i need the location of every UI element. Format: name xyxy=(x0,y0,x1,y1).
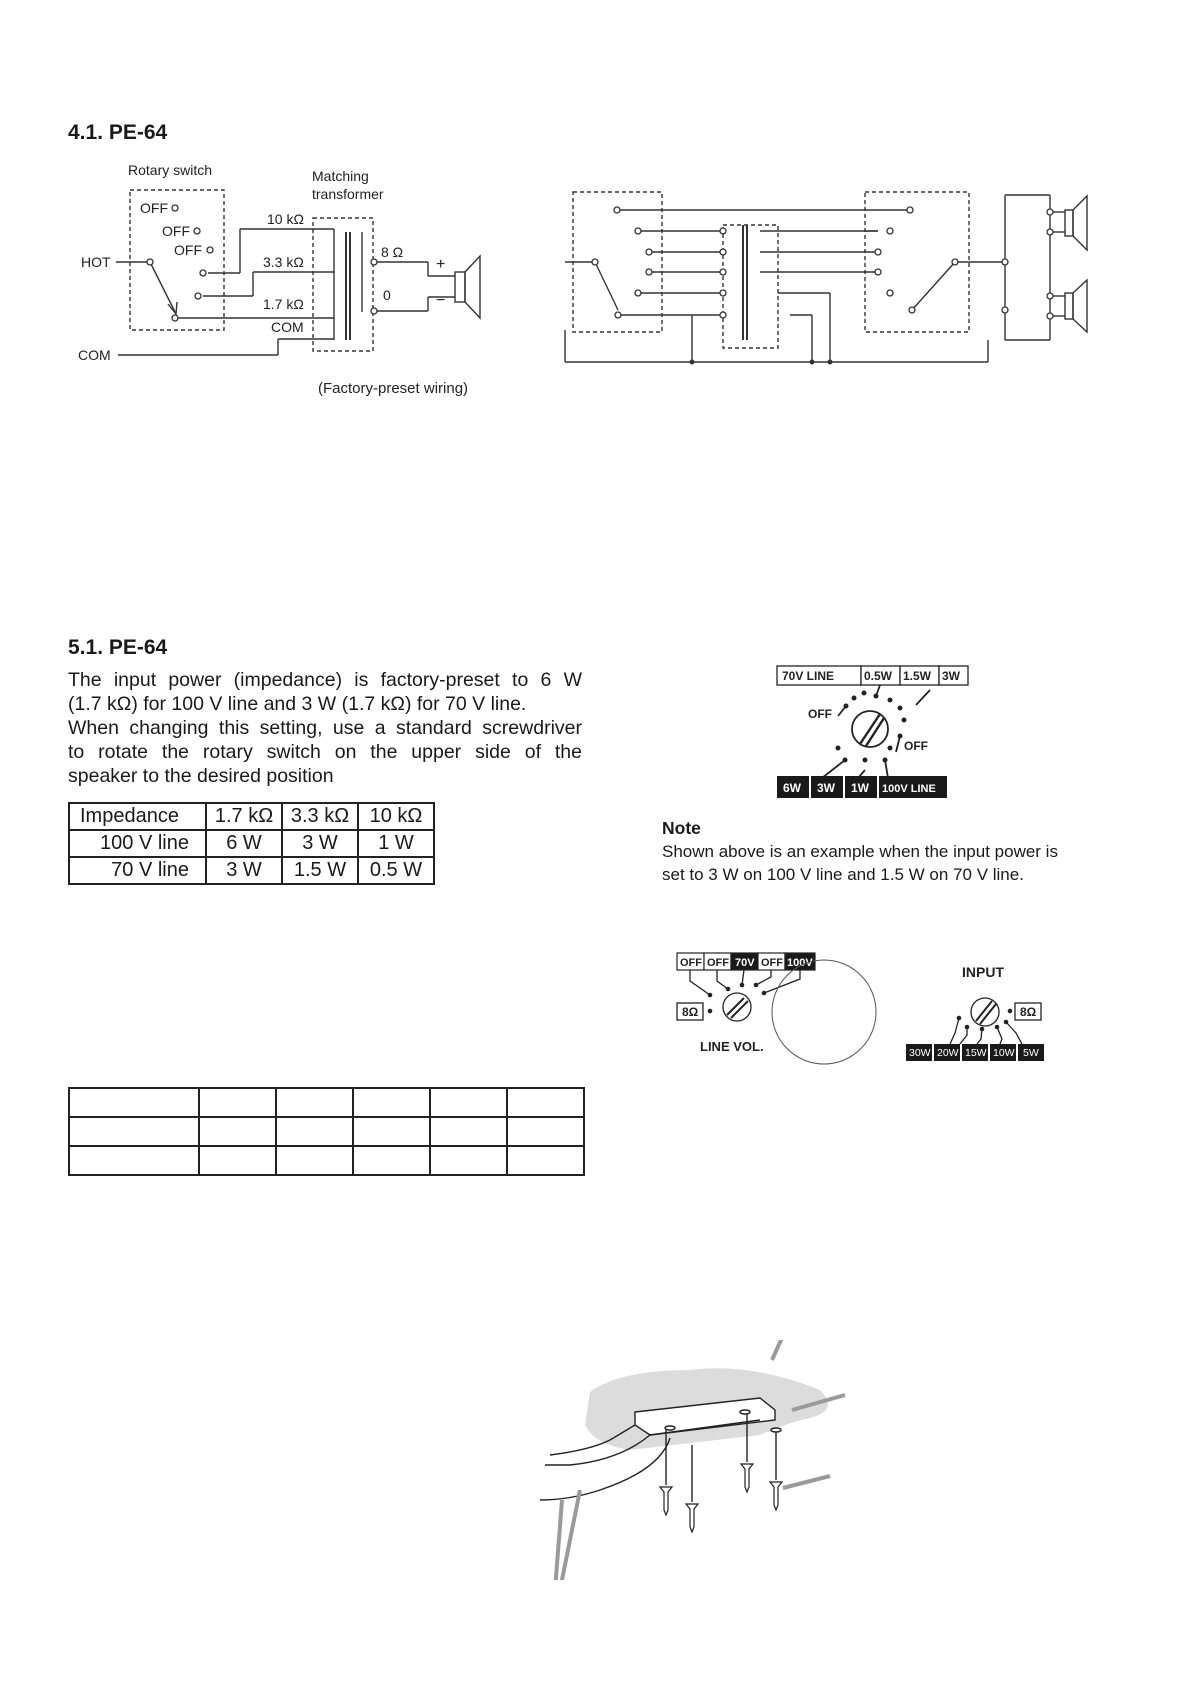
panel-top-label: OFF xyxy=(761,957,783,969)
table-cell xyxy=(507,1146,584,1175)
mounting-illustration xyxy=(540,1340,870,1580)
table-header-cell: 1.7 kΩ xyxy=(206,803,282,830)
tap-3k3-label: 3.3 kΩ xyxy=(263,254,304,270)
paragraph-line-2: (1.7 kΩ) for 100 V line and 3 W (1.7 kΩ) for 70 V line. xyxy=(68,693,527,715)
secondary-8ohm-label: 8 Ω xyxy=(381,244,404,260)
panel-bottom-label: 15W xyxy=(965,1047,987,1059)
speaker-minus: − xyxy=(436,292,446,309)
table-cell xyxy=(430,1146,507,1175)
table-row xyxy=(69,1088,584,1117)
table-cell xyxy=(507,1117,584,1146)
table-cell xyxy=(276,1117,353,1146)
panel-top-label: OFF xyxy=(680,957,702,969)
table-cell xyxy=(430,1117,507,1146)
panel-bottom-label: 30W xyxy=(909,1047,931,1059)
panel-bottom-label: 5W xyxy=(1023,1047,1039,1059)
panel-bottom-label: 20W xyxy=(937,1047,959,1059)
section-4-1-heading: 4.1. PE-64 xyxy=(68,121,168,144)
switch-top-label: 70V LINE xyxy=(782,669,835,683)
table-cell xyxy=(353,1146,430,1175)
paragraph-line-5: speaker to the desired position xyxy=(68,765,334,787)
panel-bottom-label: 10W xyxy=(993,1047,1015,1059)
switch-off-2: OFF xyxy=(162,223,190,239)
panel-top-label: 70V xyxy=(735,957,755,969)
paragraph-line-1: The input power (impedance) is factory-preset to 6 W xyxy=(68,669,582,691)
speaker-plus: + xyxy=(436,256,446,273)
multi-speaker-wiring xyxy=(565,192,1087,362)
rotary-switch-label: Rotary switch xyxy=(128,162,213,178)
secondary-0-label: 0 xyxy=(383,287,391,303)
table-cell xyxy=(353,1088,430,1117)
table-row xyxy=(69,1117,584,1146)
table-cell xyxy=(507,1088,584,1117)
table-cell xyxy=(276,1146,353,1175)
switch-bottom-label: 6W xyxy=(783,781,801,795)
table-cell: 6 W xyxy=(206,830,282,857)
switch-bottom-label: 1W xyxy=(851,781,869,795)
table-cell: 1.5 W xyxy=(282,857,358,884)
note-title: Note xyxy=(662,818,701,838)
paragraph-line-3: When changing this setting, use a standard screwdriver xyxy=(68,717,582,739)
transformer-label-line-2: transformer xyxy=(312,186,384,202)
switch-off-right: OFF xyxy=(904,739,928,753)
switch-off-3: OFF xyxy=(174,242,202,258)
table-cell xyxy=(199,1088,276,1117)
table-cell xyxy=(69,1117,199,1146)
factory-wiring-caption: (Factory-preset wiring) xyxy=(318,380,469,397)
table-cell: 0.5 W xyxy=(358,857,434,884)
table-cell xyxy=(353,1117,430,1146)
table-cell: 70 V line xyxy=(69,857,206,884)
panel-right-8ohm: 8Ω xyxy=(1020,1005,1037,1019)
tap-10k-label: 10 kΩ xyxy=(267,211,304,227)
transformer-label-line-1: Matching xyxy=(312,168,369,184)
panel-left-8ohm: 8Ω xyxy=(682,1005,699,1019)
line-vol-label: LINE VOL. xyxy=(700,1039,764,1054)
switch-top-label: 1.5W xyxy=(903,669,932,683)
input-power-paragraph xyxy=(68,668,582,788)
tap-com-label: COM xyxy=(271,319,304,335)
hot-label: HOT xyxy=(81,254,111,270)
switch-bottom-label: 100V LINE xyxy=(882,783,936,795)
table-header-cell: 10 kΩ xyxy=(358,803,434,830)
note-text xyxy=(662,840,1102,886)
table-row xyxy=(69,857,434,884)
input-label: INPUT xyxy=(962,964,1004,980)
tap-1k7-label: 1.7 kΩ xyxy=(263,296,304,312)
note-line-2: set to 3 W on 100 V line and 1.5 W on 70 V line. xyxy=(662,865,1024,884)
table-cell xyxy=(430,1088,507,1117)
table-cell xyxy=(199,1146,276,1175)
table-cell xyxy=(69,1088,199,1117)
switch-top-label: 3W xyxy=(942,669,960,683)
table-cell: 1 W xyxy=(358,830,434,857)
table-cell xyxy=(199,1117,276,1146)
panel-top-label: 100V xyxy=(787,957,813,969)
table-row xyxy=(69,830,434,857)
switch-off-left: OFF xyxy=(808,707,832,721)
impedance-table xyxy=(68,802,435,885)
section-5-1-heading: 5.1. PE-64 xyxy=(68,636,168,659)
note-line-1: Shown above is an example when the input power is xyxy=(662,842,1058,861)
switch-top-label: 0.5W xyxy=(864,669,893,683)
table-header-cell: 3.3 kΩ xyxy=(282,803,358,830)
panel-top-label: OFF xyxy=(707,957,729,969)
panel-switch-figure xyxy=(670,945,1070,1065)
table-header-row xyxy=(69,803,434,830)
table-cell: 100 V line xyxy=(69,830,206,857)
switch-off-1: OFF xyxy=(140,200,168,216)
paragraph-line-4: to rotate the rotary switch on the upper side of the xyxy=(68,741,582,763)
table-header-cell: Impedance xyxy=(69,803,206,830)
com-label: COM xyxy=(78,347,111,363)
factory-wiring-diagram xyxy=(0,0,1190,410)
switch-bottom-label: 3W xyxy=(817,781,835,795)
table-cell: 3 W xyxy=(282,830,358,857)
rotary-switch-figure xyxy=(770,660,970,800)
table-cell: 3 W xyxy=(206,857,282,884)
table-row xyxy=(69,1146,584,1175)
table-cell xyxy=(276,1088,353,1117)
empty-table xyxy=(68,1087,585,1176)
table-cell xyxy=(69,1146,199,1175)
